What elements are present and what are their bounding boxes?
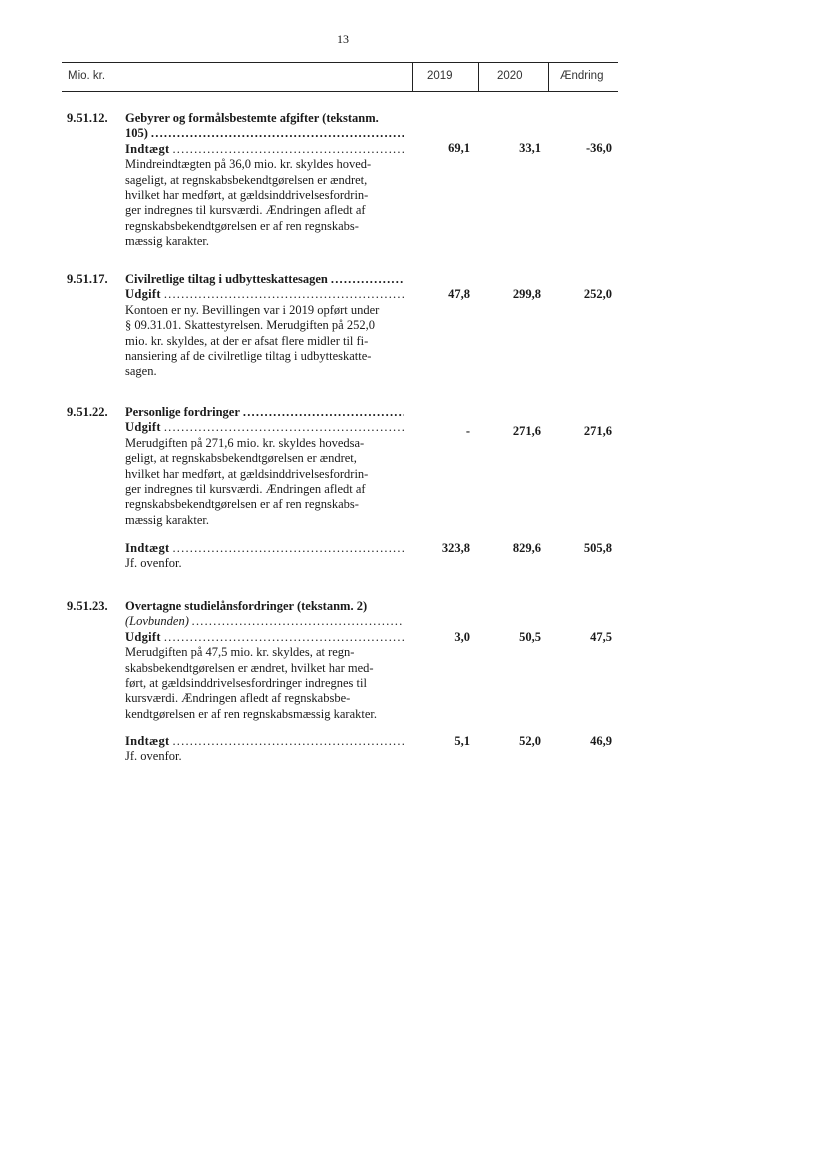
row-label: Indtægt: [125, 141, 170, 156]
entry-code: 9.51.12.: [67, 111, 108, 125]
row-note: Jf. ovenfor.: [125, 749, 182, 764]
value-2019: 323,8: [441, 541, 470, 555]
value-2020: 33,1: [519, 141, 541, 155]
row-label-line: [125, 734, 404, 749]
header-2020: 2020: [497, 70, 523, 82]
entry-title: Personlige fordringer .....: [125, 405, 404, 420]
value-2019: -: [465, 424, 470, 438]
value-change: 47,5: [590, 630, 612, 644]
header-unit: Mio. kr.: [68, 70, 106, 82]
header-change: Ændring: [560, 70, 604, 82]
header-top-rule: [62, 62, 618, 63]
row-label: Udgift: [125, 420, 161, 435]
value-change: 252,0: [583, 287, 612, 301]
row-label-line: [125, 142, 404, 157]
value-change: 505,8: [583, 541, 612, 555]
row-label-line: [125, 420, 404, 435]
entry-title: Gebyrer og formålsbestemte afgifter (tekstanm.: [125, 111, 379, 125]
header-divider: [548, 62, 549, 91]
entry-code: 9.51.17.: [67, 272, 108, 286]
row-note: Merudgiften på 271,6 mio. kr. skyldes hovedsa- geligt, at regnskabsbekendtgørelsen er ændret, hvilket har medført, at gældsinddrivelsesfordrin- ger indregnes til kursværdi. Ændringen afledt af regnskabsbekendtgørelsen er af ren regnskabs- mæssig karakter.: [125, 435, 369, 527]
value-2020: 50,5: [519, 630, 541, 644]
header-divider: [478, 62, 479, 91]
row-label-line: [125, 541, 404, 556]
value-2019: 5,1: [454, 734, 470, 748]
row-note: Kontoen er ny. Bevillingen var i 2019 opført under § 09.31.01. Skattestyrelsen. Merudgiften på 252,0 mio. kr. skyldes, at der er afsat flere midler til fi- nansiering af de civilretlige tiltag i udbytteskatte- sagen.: [125, 302, 380, 379]
table-header: [62, 62, 618, 92]
entry-title-cont: 105) .....: [125, 126, 404, 141]
entry-block: [125, 541, 404, 572]
value-change: -36,0: [585, 141, 612, 155]
header-divider: [412, 62, 413, 91]
value-2019: 3,0: [454, 630, 470, 644]
entry-block: [125, 599, 404, 722]
entry-code: 9.51.23.: [67, 599, 108, 613]
value-change: 46,9: [590, 734, 612, 748]
entry-block: [125, 111, 404, 250]
row-note: Merudgiften på 47,5 mio. kr. skyldes, at regn- skabsbekendtgørelsen er ændret, hvilket har med- ført, at gældsinddrivelsesfordringer indregnes til kursværdi. Ændringen afledt af regnskabsbe- kendtgørelsen er af ren regnskabsmæssig karakter.: [125, 645, 378, 721]
row-label: Indtægt: [125, 734, 170, 748]
entry-title: Civilretlige tiltag i udbytteskattesagen .....: [125, 272, 404, 287]
value-change: 271,6: [583, 424, 612, 438]
row-note: Mindreindtægten på 36,0 mio. kr. skyldes hoved- sageligt, at regnskabsbekendtgørelsen er ændret, hvilket har medført, at gældsinddrivelsesfordrin- ger indregnes til kursværdi. Ændringen afledt af regnskabsbekendtgørelsen er af ren regnskabs- mæssig karakter.: [125, 157, 372, 249]
row-label-line: [125, 287, 404, 302]
row-label: Indtægt: [125, 541, 170, 555]
header-bottom-rule: [62, 91, 618, 92]
row-label: Udgift: [125, 287, 161, 302]
entry-title: Overtagne studielånsfordringer (tekstanm. 2): [125, 599, 368, 613]
entry-block: [125, 272, 404, 380]
entry-block: [125, 405, 404, 528]
value-2020: 299,8: [512, 287, 541, 301]
value-2019: 69,1: [448, 141, 470, 155]
entry-code: 9.51.22.: [67, 405, 108, 419]
row-label-line: [125, 630, 404, 645]
page-number: 13: [337, 32, 349, 46]
value-2020: 271,6: [512, 424, 541, 438]
entry-block: [125, 734, 404, 765]
row-label: Udgift: [125, 629, 161, 644]
row-note: Jf. ovenfor.: [125, 556, 182, 571]
value-2019: 47,8: [448, 287, 470, 301]
value-2020: 52,0: [519, 734, 541, 748]
entry-subtitle: (Lovbunden) .....: [125, 614, 404, 629]
value-2020: 829,6: [512, 541, 541, 555]
header-2019: 2019: [427, 70, 453, 82]
